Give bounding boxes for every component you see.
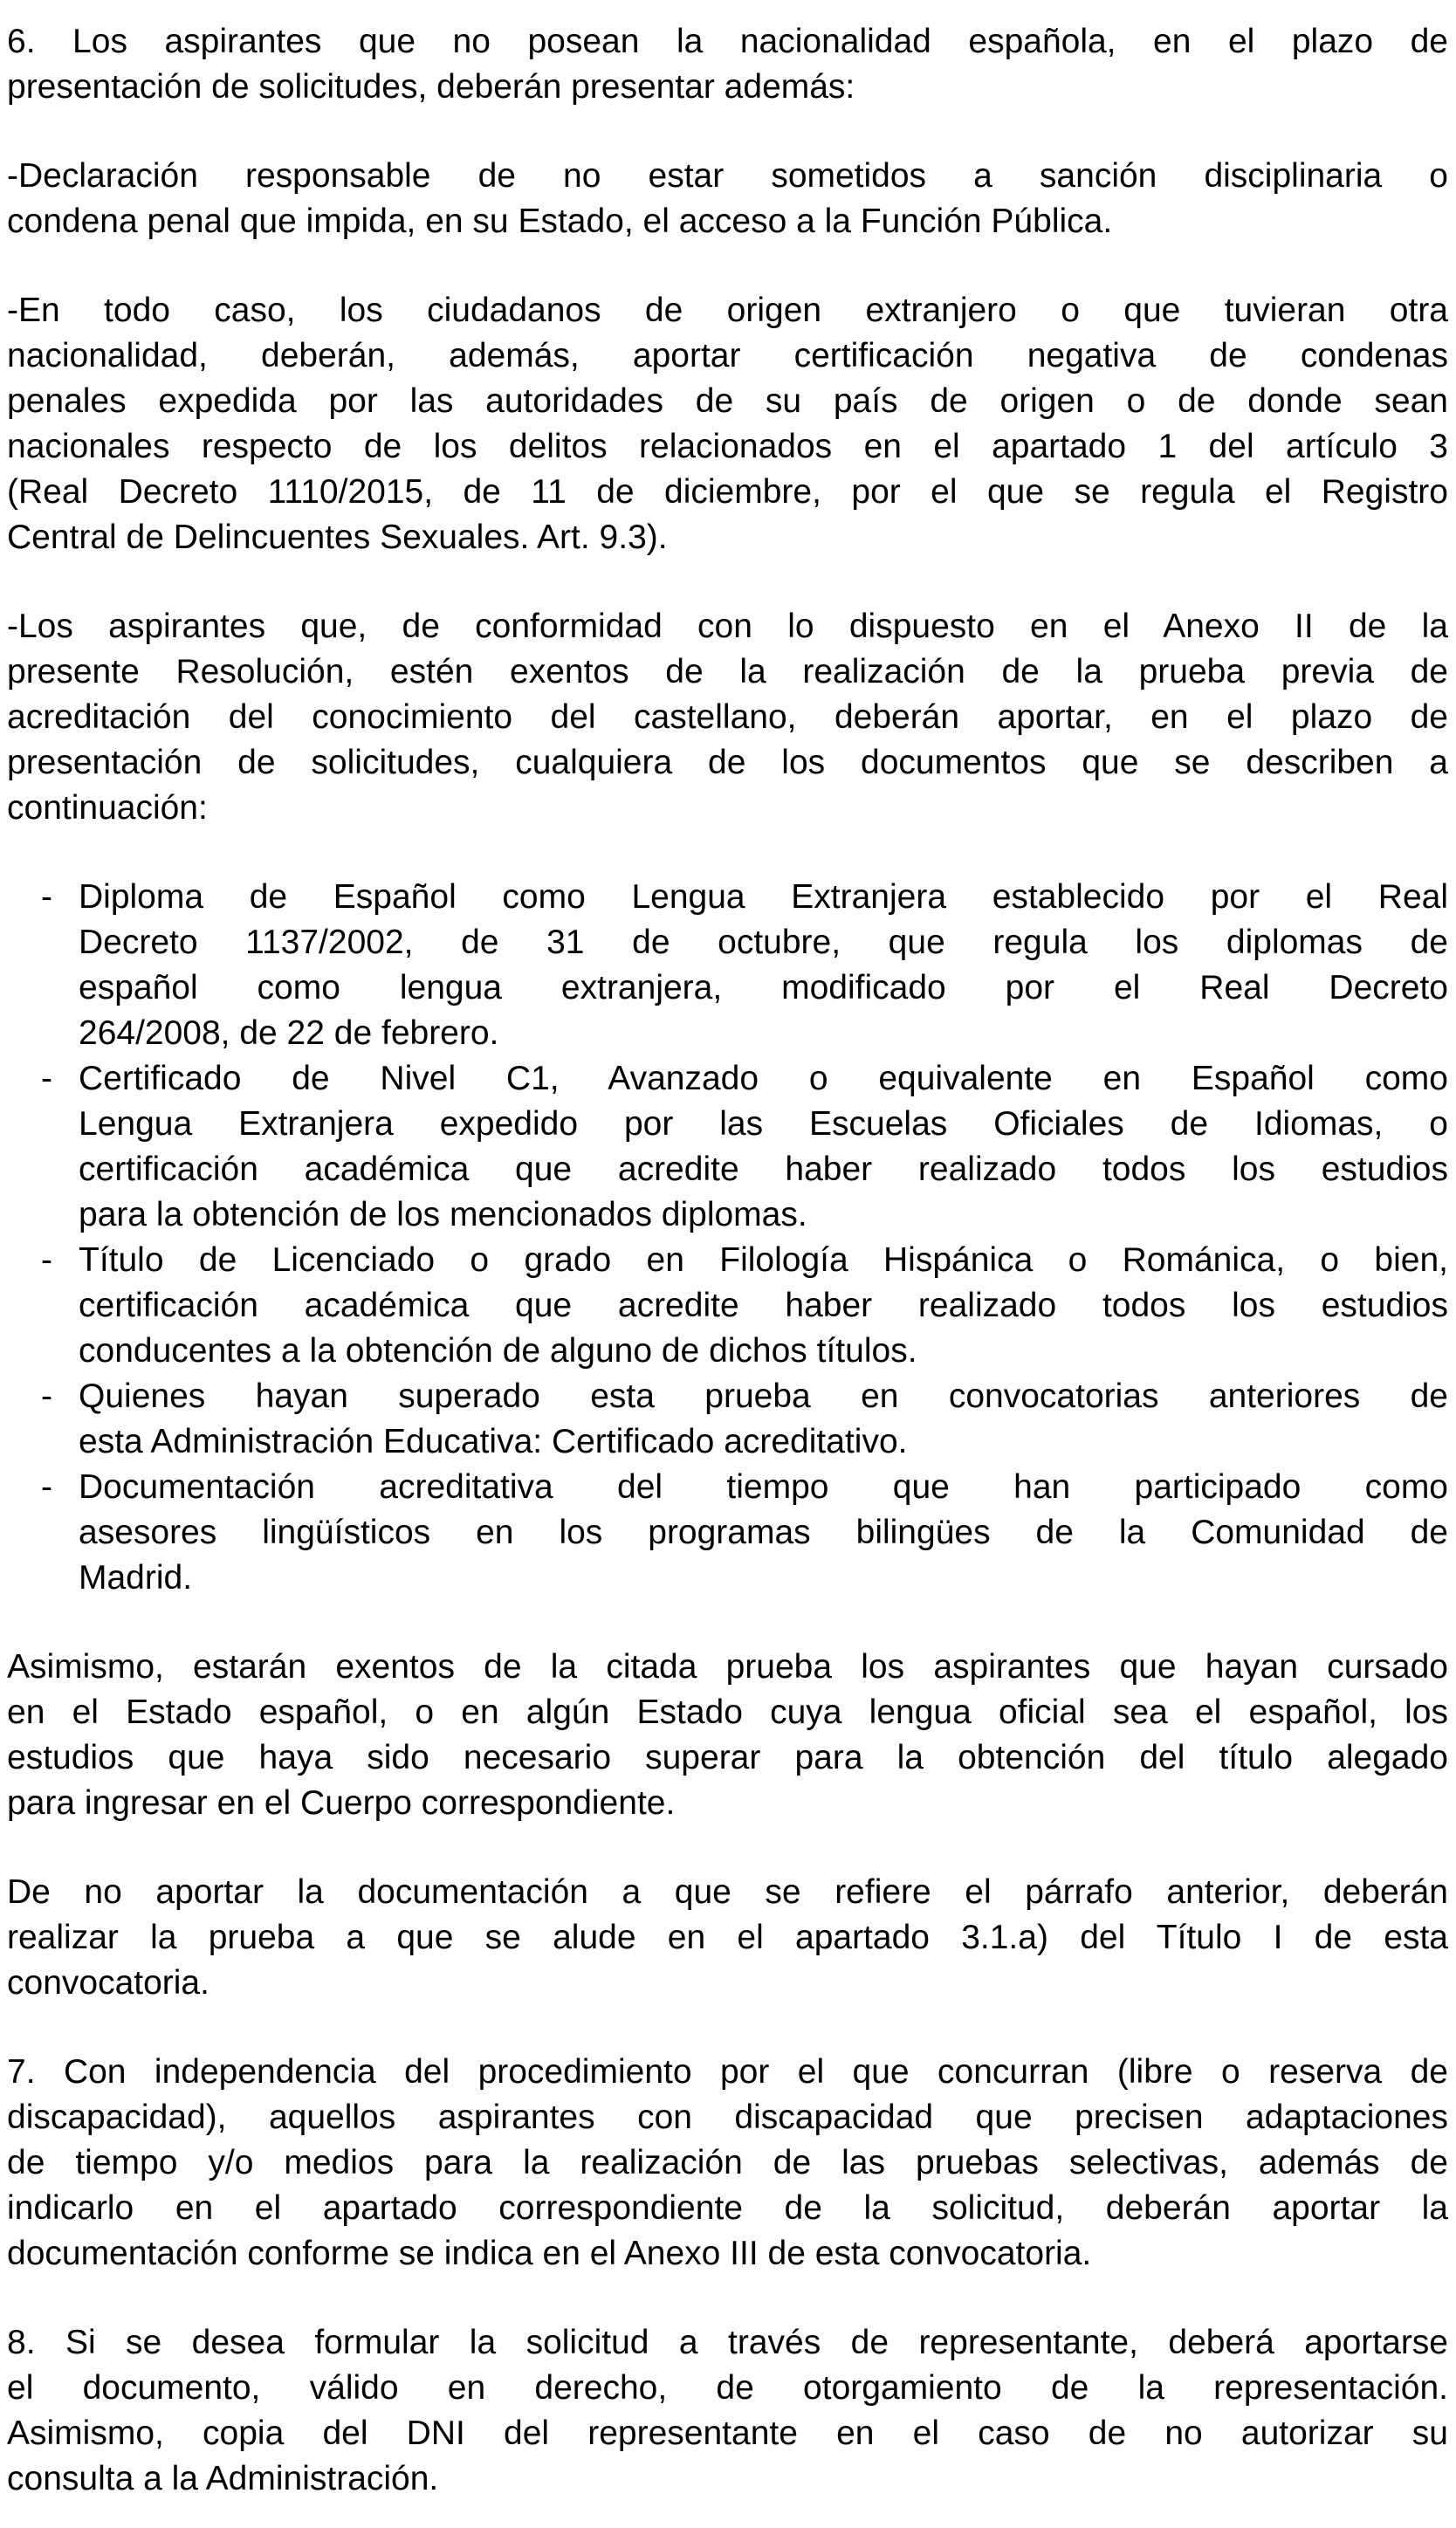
paragraph-asimismo [7, 1645, 1448, 1826]
text-line: nacionales respecto de los delitos relacionados en el apartado 1 del artículo 3 [7, 428, 1448, 465]
text-line: consulta a la Administración. [7, 2460, 439, 2497]
text-line: Madrid. [79, 1559, 193, 1597]
documents-list [7, 875, 1448, 1601]
text-line: en el Estado español, o en algún Estado cuya lengua oficial sea el español, los [7, 1693, 1448, 1731]
paragraph-6 [7, 19, 1448, 110]
paragraph-en-todo-caso [7, 288, 1448, 560]
text-line: continuación: [7, 789, 208, 827]
list-bullet: - [41, 878, 52, 916]
text-line: -En todo caso, los ciudadanos de origen extranjero o que tuvieran otra [7, 292, 1448, 329]
text-line: documentación conforme se indica en el Anexo III de esta convocatoria. [7, 2235, 1092, 2272]
text-line: Asimismo, copia del DNI del representante en el caso de no autorizar su [7, 2415, 1448, 2452]
text-line: Quienes hayan superado esta prueba en convocatorias anteriores de [79, 1377, 1448, 1415]
text-line: esta Administración Educativa: Certificado acreditativo. [79, 1423, 908, 1460]
list-item [7, 1056, 1448, 1238]
text-line: -Declaración responsable de no estar sometidos a sanción disciplinaria o [7, 157, 1448, 195]
text-line: realizar la prueba a que se alude en el apartado 3.1.a) del Título I de esta [7, 1919, 1448, 1956]
text-line: Certificado de Nivel C1, Avanzado o equivalente en Español como [79, 1060, 1448, 1097]
text-line: de tiempo y/o medios para la realización de las pruebas selectivas, además de [7, 2144, 1448, 2181]
text-line: Asimismo, estarán exentos de la citada prueba los aspirantes que hayan cursado [7, 1648, 1448, 1686]
text-line: indicarlo en el apartado correspondiente de la solicitud, deberán aportar la [7, 2189, 1448, 2227]
list-bullet: - [41, 1468, 52, 1506]
text-line: Diploma de Español como Lengua Extranjera establecido por el Real [79, 878, 1448, 916]
text-line: nacionalidad, deberán, además, aportar certificación negativa de condenas [7, 337, 1448, 374]
list-item [7, 875, 1448, 1056]
paragraph-declaracion [7, 154, 1448, 244]
text-line: penales expedida por las autoridades de su país de origen o de donde sean [7, 382, 1448, 420]
text-line: asesores lingüísticos en los programas bilingües de la Comunidad de [79, 1514, 1448, 1551]
paragraph-8 [7, 2320, 1448, 2502]
text-line: discapacidad), aquellos aspirantes con discapacidad que precisen adaptaciones [7, 2099, 1448, 2136]
text-line: certificación académica que acredite haber realizado todos los estudios [79, 1151, 1448, 1188]
list-item [7, 1465, 1448, 1601]
text-line: convocatoria. [7, 1964, 209, 2002]
text-line: 7. Con independencia del procedimiento por el que concurran (libre o reserva de [7, 2053, 1448, 2091]
text-line: condena penal que impida, en su Estado, el acceso a la Función Pública. [7, 203, 1113, 240]
text-line: Decreto 1137/2002, de 31 de octubre, que regula los diplomas de [79, 924, 1448, 961]
paragraph-exentos [7, 604, 1448, 831]
text-line: acreditación del conocimiento del castellano, deberán aportar, en el plazo de [7, 698, 1448, 736]
text-line: presente Resolución, estén exentos de la realización de la prueba previa de [7, 653, 1448, 690]
text-line: De no aportar la documentación a que se refiere el párrafo anterior, deberán [7, 1873, 1448, 1911]
list-bullet: - [41, 1377, 52, 1415]
text-line: -Los aspirantes que, de conformidad con lo dispuesto en el Anexo II de la [7, 608, 1448, 645]
text-line: (Real Decreto 1110/2015, de 11 de diciembre, por el que se regula el Registro [7, 473, 1448, 511]
text-line: español como lengua extranjera, modificado por el Real Decreto [79, 969, 1448, 1006]
text-line: para ingresar en el Cuerpo correspondiente. [7, 1784, 676, 1822]
text-line: Lengua Extranjera expedido por las Escuelas Oficiales de Idiomas, o [79, 1105, 1448, 1143]
paragraph-7 [7, 2050, 1448, 2277]
list-item [7, 1374, 1448, 1465]
text-line: 6. Los aspirantes que no posean la nacionalidad española, en el plazo de [7, 23, 1448, 60]
text-line: Central de Delincuentes Sexuales. Art. 9.3). [7, 519, 668, 556]
list-bullet: - [41, 1060, 52, 1097]
text-line: 8. Si se desea formular la solicitud a través de representante, deberá aportarse [7, 2324, 1448, 2361]
text-line: Documentación acreditativa del tiempo que han participado como [79, 1468, 1448, 1506]
text-line: presentación de solicitudes, deberán presentar además: [7, 68, 855, 106]
text-line: Título de Licenciado o grado en Filología Hispánica o Románica, o bien, [79, 1241, 1448, 1279]
text-line: el documento, válido en derecho, de otorgamiento de la representación. [7, 2369, 1448, 2407]
text-line: para la obtención de los mencionados diplomas. [79, 1196, 807, 1233]
text-line: certificación académica que acredite haber realizado todos los estudios [79, 1287, 1448, 1324]
text-line: estudios que haya sido necesario superar para la obtención del título alegado [7, 1739, 1448, 1776]
list-bullet: - [41, 1241, 52, 1279]
text-line: 264/2008, de 22 de febrero. [79, 1014, 499, 1052]
list-item [7, 1238, 1448, 1374]
text-line: conducentes a la obtención de alguno de dichos títulos. [79, 1332, 917, 1370]
text-line: presentación de solicitudes, cualquiera de los documentos que se describen a [7, 744, 1448, 781]
paragraph-de-no-aportar [7, 1870, 1448, 2006]
